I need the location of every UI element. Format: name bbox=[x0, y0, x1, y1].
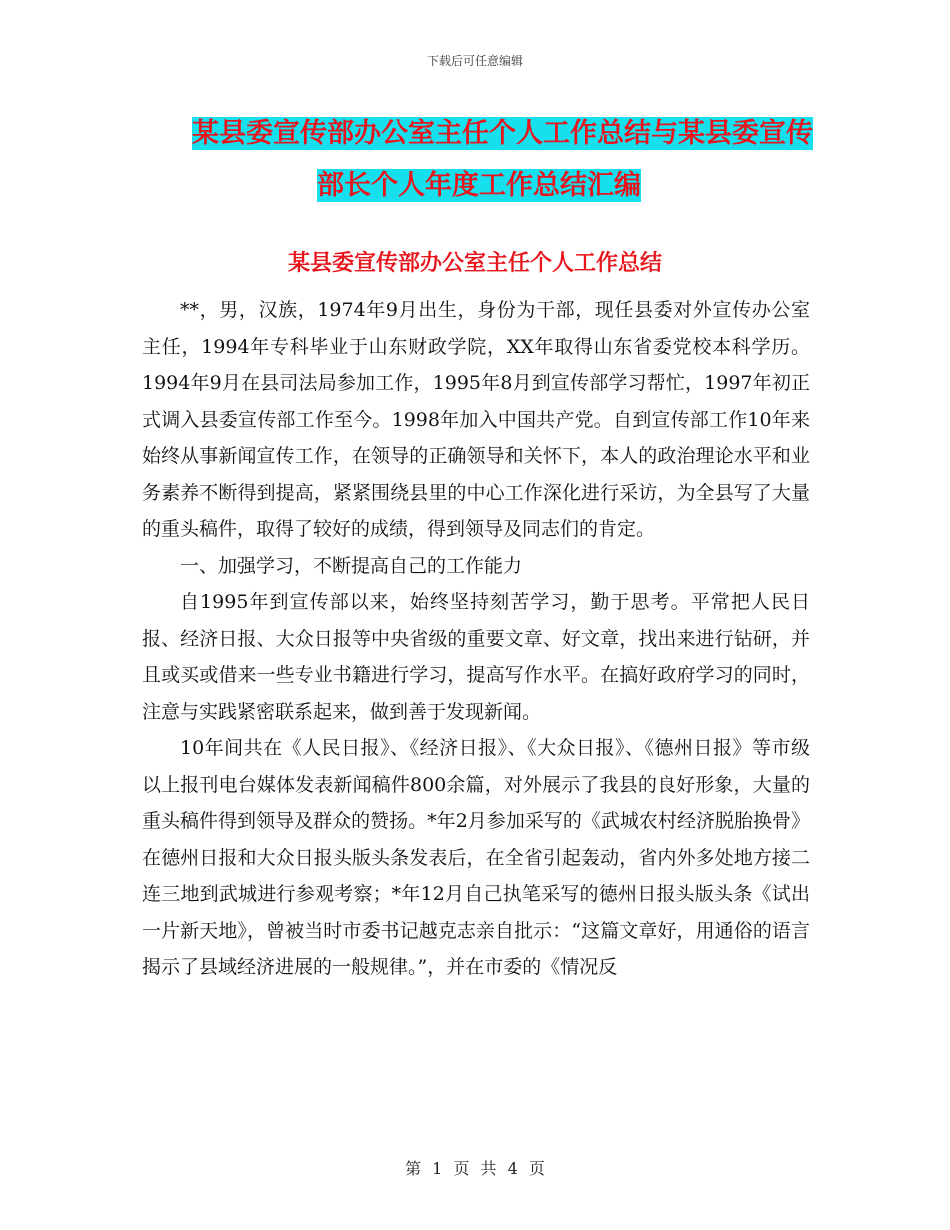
document-title-line-1: 某县委宣传部办公室主任个人工作总结与某县委宣传 bbox=[192, 118, 813, 149]
paragraph-achievements: 10年间共在《人民日报》、《经济日报》、《大众日报》、《德州日报》等市级以上报刊电台媒体发表新闻稿件800余篇，对外展示了我县的良好形象，大量的重头稿件得到领导及群众的赞扬。*年2月参加采写的《武城农村经济脱胎换骨》在德州日报和大众日报头版头条发表后，在全省引起轰动，省内外多处地方接二连三地到武城进行参观考察；*年12月自己执笔采写的德州日报头版头条《试出一片新天地》，曾被当时市委书记越克志亲自批示：“这篇文章好，用通俗的语言揭示了县域经济进展的一般规律。”，并在市委的《情况反 bbox=[142, 737, 810, 978]
paragraph-heading-1: 一、加强学习，不断提高自己的工作能力 bbox=[180, 554, 523, 577]
paragraph-intro: **，男，汉族，1974年9月出生，身份为干部，现任县委对外宣传办公室主任，1994年专科毕业于山东财政学院，XX年取得山东省委党校本科学历。1994年9月在县司法局参加工作，1995年8月到宣传部学习帮忙，1997年初正式调入县委宣传部工作至今。1998年加入中国共产党。自到宣传部工作10年来始终从事新闻宣传工作，在领导的正确领导和关怀下，本人的政治理论水平和业务素养不断得到提高，紧紧围绕县里的中心工作深化进行采访，为全县写了大量的重头稿件，取得了较好的成绩，得到领导及同志们的肯定。 bbox=[142, 299, 810, 540]
section-title: 某县委宣传部办公室主任个人工作总结 bbox=[287, 251, 662, 276]
document-title bbox=[192, 108, 822, 212]
document-title-line-2: 部长个人年度工作总结汇编 bbox=[317, 170, 641, 201]
page-header: 下载后可任意编辑 bbox=[426, 54, 523, 68]
page-footer: 第 1 页 共 4 页 bbox=[405, 1159, 545, 1178]
document-body bbox=[142, 292, 810, 986]
paragraph-study: 自1995年到宣传部以来，始终坚持刻苦学习，勤于思考。平常把人民日报、经济日报、大众日报等中央省级的重要文章、好文章，找出来进行钻研，并且或买或借来一些专业书籍进行学习，提高写作水平。在搞好政府学习的同时，注意与实践紧密联系起来，做到善于发现新闻。 bbox=[142, 591, 810, 723]
